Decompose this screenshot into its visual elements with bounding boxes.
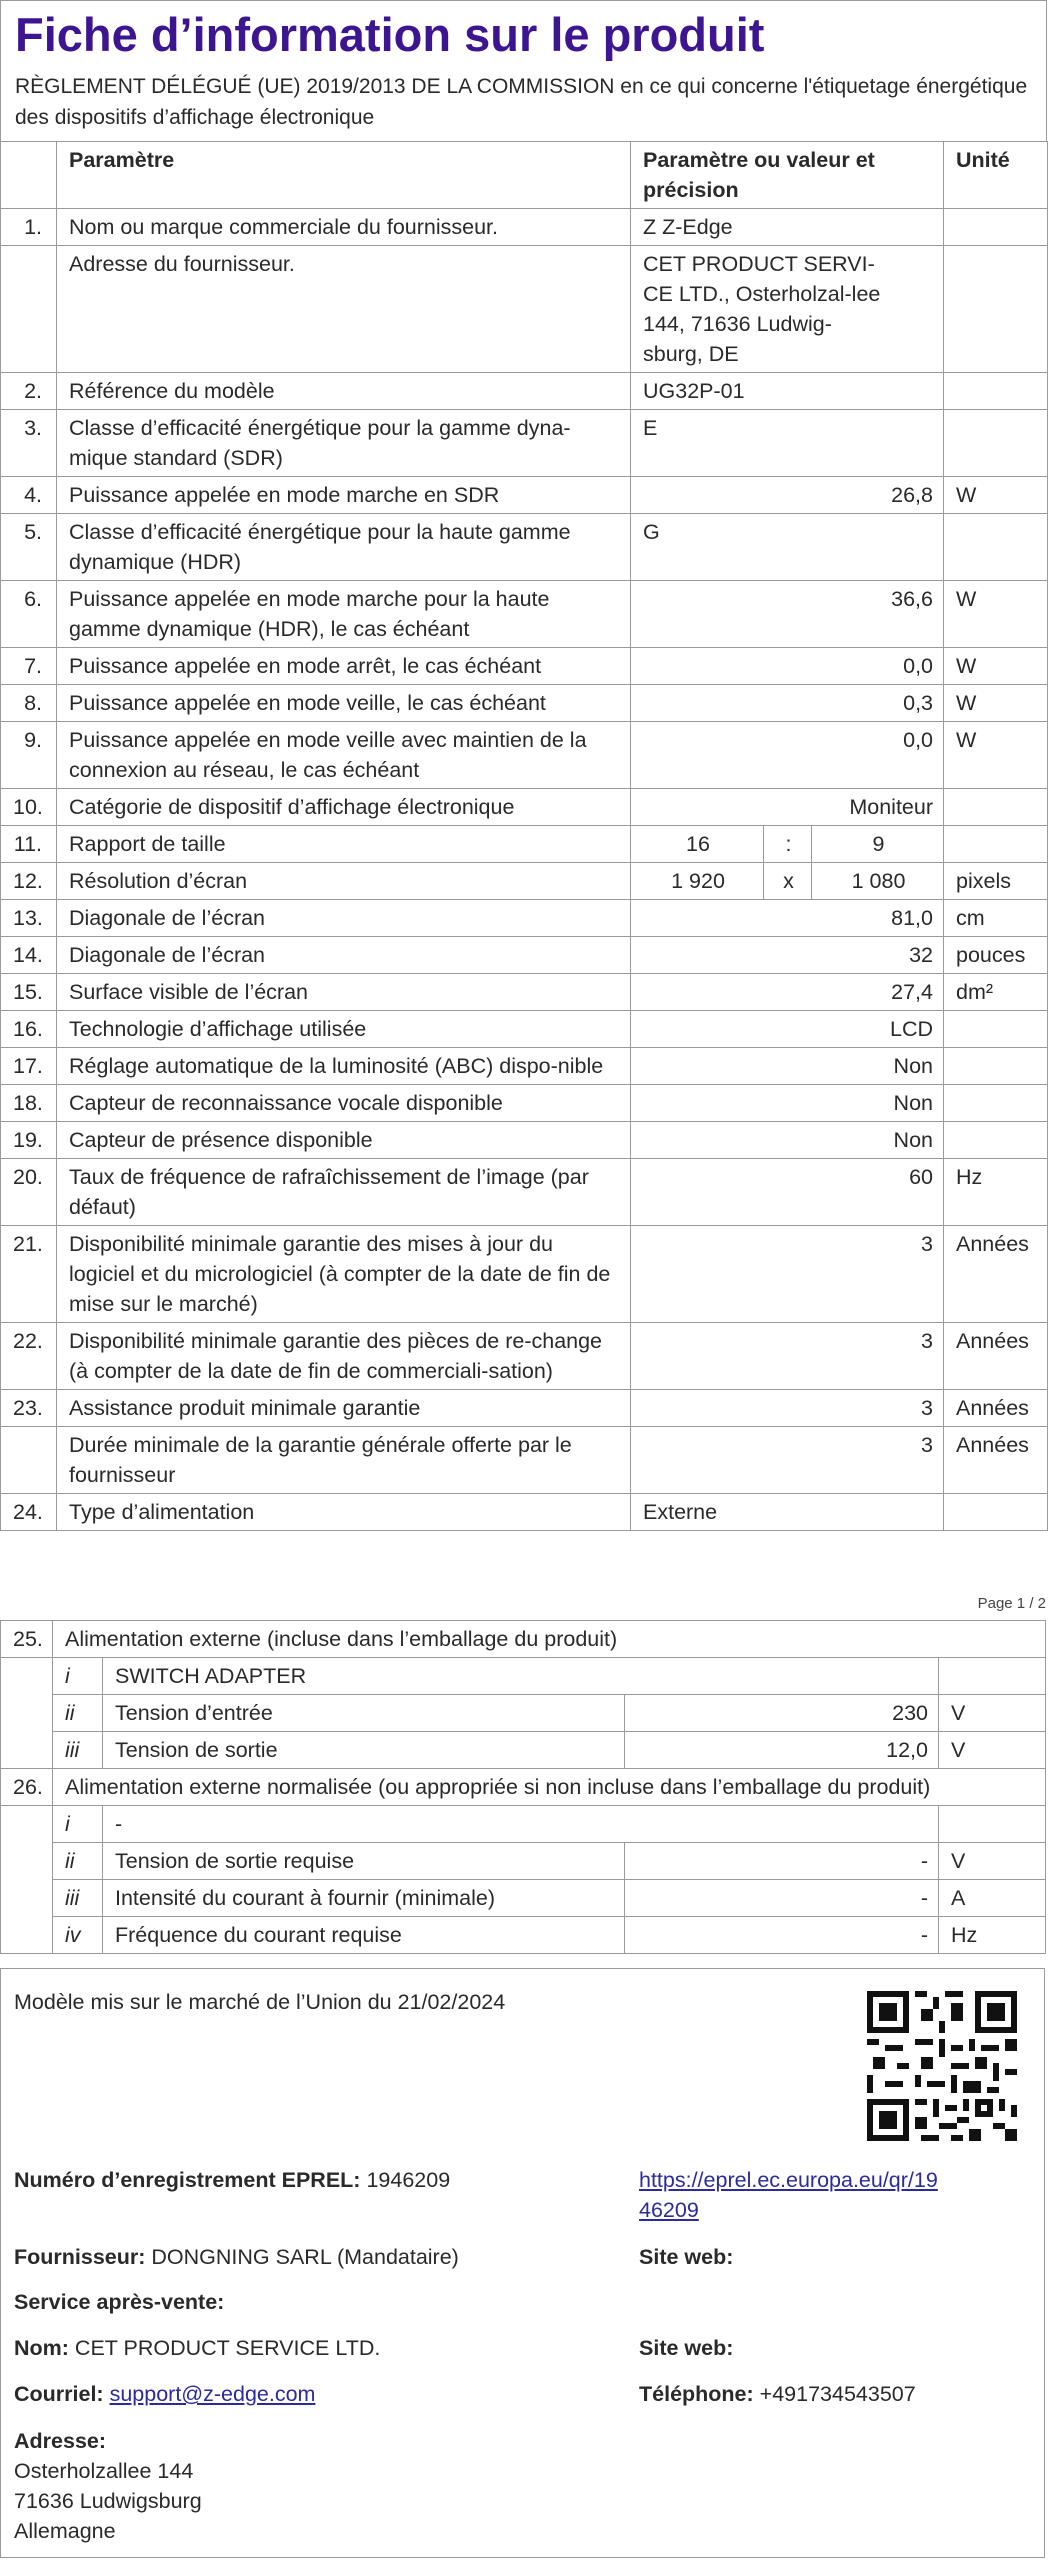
email-label: Courriel:: [14, 2382, 104, 2406]
name-label: Nom:: [14, 2336, 69, 2360]
phone-value: +491734543507: [759, 2382, 916, 2406]
supplier-label: Fournisseur:: [14, 2245, 146, 2269]
table-row: 15. Surface visible de l’écran 27,4 dm²: [1, 974, 1048, 1011]
eprel-link[interactable]: https://eprel.ec.europa.eu/qr/19 46209: [639, 2168, 938, 2222]
website-label: Site web:: [639, 2245, 734, 2269]
table-row: 5. Classe d’efficacité énergétique pour la haute gamme dynamique (HDR) G: [1, 514, 1048, 581]
market-date: Modèle mis sur le marché de l’Union du 21/02/2024: [14, 1990, 506, 2014]
table-row: i SWITCH ADAPTER: [1, 1658, 1046, 1695]
phone-row: [639, 2379, 916, 2409]
table-row: iii Tension de sortie 12,0 V: [1, 1732, 1046, 1769]
table-row: 23. Assistance produit minimale garantie 3 Années: [1, 1390, 1048, 1427]
table-row: ii Tension d’entrée 230 V: [1, 1695, 1046, 1732]
table-row: 21. Disponibilité minimale garantie des mises à jour du logiciel et du micrologiciel (à compter de la date de fin de mise sur le marché) 3 Années: [1, 1226, 1048, 1323]
table-row: iii Intensité du courant à fournir (minimale) - A: [1, 1880, 1046, 1917]
address-block: [14, 2426, 202, 2546]
phone-label: Téléphone:: [639, 2382, 754, 2406]
table-row: 10. Catégorie de dispositif d’affichage électronique Moniteur: [1, 789, 1048, 826]
registration-info: [0, 1968, 1045, 2558]
table-row: 9. Puissance appelée en mode veille avec maintien de la connexion au réseau, le cas échéant 0,0 W: [1, 722, 1048, 789]
table-row: 18. Capteur de reconnaissance vocale disponible Non: [1, 1085, 1048, 1122]
table-row: 26. Alimentation externe normalisée (ou appropriée si non incluse dans l’emballage du produit): [1, 1769, 1046, 1806]
parameter-table: [0, 141, 1048, 1531]
address-label: Adresse:: [14, 2429, 107, 2453]
name-value: CET PRODUCT SERVICE LTD.: [74, 2336, 381, 2360]
header-param: Paramètre: [57, 142, 631, 209]
table-row: 25. Alimentation externe (incluse dans l’emballage du produit): [1, 1621, 1046, 1658]
table-row: 20. Taux de fréquence de rafraîchissement de l’image (par défaut) 60 Hz: [1, 1159, 1048, 1226]
table-row: Durée minimale de la garantie générale offerte par le fournisseur 3 Années: [1, 1427, 1048, 1494]
page-title: Fiche d’information sur le produit: [15, 8, 765, 61]
page-number: Page 1 / 2: [977, 1595, 1046, 1612]
supplier-row: [14, 2242, 459, 2272]
service-website-label: Site web:: [639, 2336, 734, 2360]
eprel-label: Numéro d’enregistrement EPREL:: [14, 2168, 361, 2192]
table-row: 13. Diagonale de l’écran 81,0 cm: [1, 900, 1048, 937]
eprel-number: 1946209: [366, 2168, 451, 2192]
qr-code-icon[interactable]: [867, 1991, 1017, 2141]
table-row: 11. Rapport de taille 16 : 9: [1, 826, 1048, 863]
table-row: i -: [1, 1806, 1046, 1843]
table-row: 24. Type d’alimentation Externe: [1, 1494, 1048, 1531]
table-row: iv Fréquence du courant requise - Hz: [1, 1917, 1046, 1954]
table-row: 17. Réglage automatique de la luminosité (ABC) dispo-nible Non: [1, 1048, 1048, 1085]
header-value: Paramètre ou valeur et précision: [631, 142, 944, 209]
table-row: 19. Capteur de présence disponible Non: [1, 1122, 1048, 1159]
table-header-row: [1, 142, 1048, 209]
address-line: Osterholzallee 144: [14, 2459, 194, 2483]
table-row: 2. Référence du modèle UG32P-01: [1, 373, 1048, 410]
table-row: Adresse du fournisseur. CET PRODUCT SERVI-CE LTD., Osterholzal-lee 144, 71636 Ludwig-sburg, DE: [1, 246, 1048, 373]
address-line: Allemagne: [14, 2519, 116, 2543]
table-row: ii Tension de sortie requise - V: [1, 1843, 1046, 1880]
sheet-header: [0, 0, 1047, 141]
table-row: 14. Diagonale de l’écran 32 pouces: [1, 937, 1048, 974]
email-link[interactable]: support@z-edge.com: [109, 2382, 316, 2406]
email-row: [14, 2379, 315, 2409]
table-row: 6. Puissance appelée en mode marche pour la haute gamme dynamique (HDR), le cas échéant 36,6 W: [1, 581, 1048, 648]
header-unit: Unité: [944, 142, 1048, 209]
table-row: 16. Technologie d’affichage utilisée LCD: [1, 1011, 1048, 1048]
table-row: 8. Puissance appelée en mode veille, le cas échéant 0,3 W: [1, 685, 1048, 722]
table-row: 12. Résolution d’écran 1 920 x 1 080 pixels: [1, 863, 1048, 900]
table-row: 3. Classe d’efficacité énergétique pour la gamme dyna-mique standard (SDR) E: [1, 410, 1048, 477]
service-label: Service après-vente:: [14, 2290, 225, 2314]
regulation-text: RÈGLEMENT DÉLÉGUÉ (UE) 2019/2013 DE LA COMMISSION en ce qui concerne l'étiquetage énergétique des dispositifs d’affichage électronique: [15, 75, 1028, 129]
table-row: 4. Puissance appelée en mode marche en SDR 26,8 W: [1, 477, 1048, 514]
external-power-table: [0, 1620, 1046, 1954]
supplier-value: DONGNING SARL (Mandataire): [151, 2245, 459, 2269]
address-line: 71636 Ludwigsburg: [14, 2489, 202, 2513]
eprel-row: [14, 2165, 450, 2195]
table-row: 22. Disponibilité minimale garantie des pièces de re-change (à compter de la date de fin de commerciali-sation) 3 Années: [1, 1323, 1048, 1390]
service-name-row: [14, 2333, 380, 2363]
table-row: 1. Nom ou marque commerciale du fournisseur. Z Z-Edge: [1, 209, 1048, 246]
table-row: 7. Puissance appelée en mode arrêt, le cas échéant 0,0 W: [1, 648, 1048, 685]
